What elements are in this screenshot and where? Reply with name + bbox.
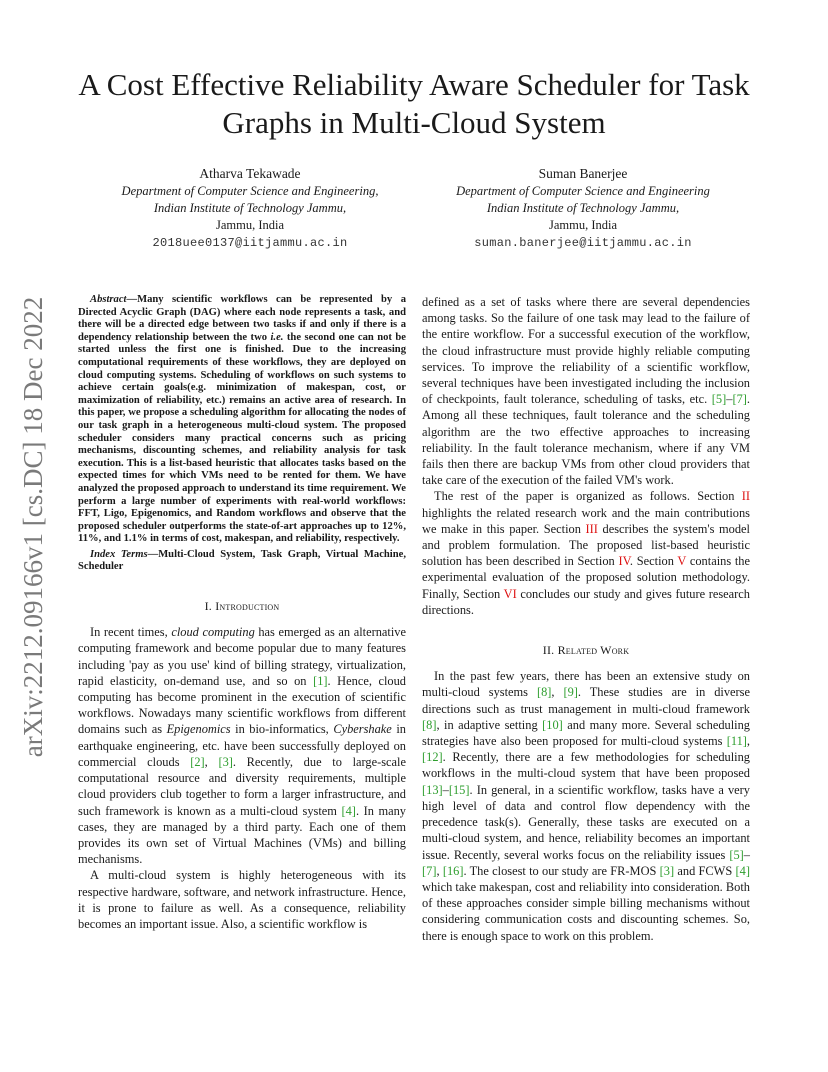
citation-link[interactable]: [5]	[729, 847, 744, 862]
author-email[interactable]: 2018uee0137@iitjammu.ac.in	[152, 236, 348, 250]
author-block	[418, 164, 748, 252]
author-location: Jammu, India	[215, 218, 285, 232]
arxiv-stamp: arXiv:2212.09166v1 [cs.DC] 18 Dec 2022	[18, 296, 48, 758]
index-terms-label: Index Terms	[90, 548, 148, 560]
paper-title: A Cost Effective Reliability Aware Scheduler for Task Graphs in Multi-Cloud System	[78, 67, 750, 140]
author-dept: Department of Computer Science and Engineering,	[121, 184, 379, 198]
citation-link[interactable]: [12]	[422, 750, 443, 765]
abstract: Abstract—Many scientific workflows can be represented by a Directed Acyclic Graph (DAG) where each node represents a task, and there will be a directed edge between two tasks if and only if there is a dependency relationship between the two i.e. the second one can not be started unless the first one is finished. Due to the increasing computational requirements of these workflows, they are deployed on cloud computing systems. Scheduling of workflows on such systems to achieve certain goals(e.g. minimization of makespan, cost, or maximization of reliability, etc.) remains an active area of research. In this paper, we propose a scheduling algorithm for allocating the nodes of our task graph in a heterogeneous multi-cloud system. The proposed scheduler considers many practical concerns such as pricing mechanisms, discounting schemes, and reliability analysis for task execution. This is a list-based heuristic that allocates tasks based on the expected times for which VMs need to be rented for them. We have analyzed the proposed approach to understand its time requirement. We perform a large number of experiments with real-world workflows: FFT, Ligo, Epigenomics, and Random workflows and observe that the proposed scheduler outperforms the state-of-art approaches up to 12%, 11%, and 1.1% in terms of cost, makespan, and reliability, respectively.	[78, 294, 406, 545]
citation-link[interactable]: [11]	[726, 734, 747, 749]
related-work-paragraph: In the past few years, there has been an extensive study on multi-cloud systems [8], [9]. These studies are in diverse directions such as trust management in multi-cloud framework [8], in adaptive setting [10] and many more. Several scheduling strategies have also been proposed for multi-cloud systems [11], [12]. Recently, there are a few methodologies for scheduling workflows in the multi-cloud system that have been proposed [13]–[15]. In general, in a scientific workflow, tasks have a very high level of data and control flow dependency with the precedence task(s). Generally, these tasks are executed on a multi-cloud system, and hence, reliability becomes an important issue. Recently, several works focus on the reliability issues [5]–[7], [16]. The closest to our study are FR-MOS [3] and FCWS [4] which take makespan, cost and reliability into consideration. Both of these approaches consider simple billing mechanisms without considering communication costs and discounting schemes. So, there is enough space to work on this problem.	[422, 669, 750, 943]
section-link[interactable]: IV	[618, 554, 630, 569]
intro-paragraph: defined as a set of tasks where there are several dependencies among tasks. So the failure of one task may lead to the failure of the entire workflow. For a successful execution of the workflow, the cloud infrastructure must provide highly reliable computing services. To improve the reliability of a scientific workflow, several techniques have been investigated including the inclusion of checkpoints, fault tolerance, scheduling of tasks, etc. [5]–[7]. Among all these techniques, fault tolerance and the scheduling algorithm are the two effective approaches to increasing reliability. In the fault tolerance mechanism, where if any VM fails then there are backup VMs from other cloud providers that take care of the execution of the failed VM's work.	[422, 295, 750, 488]
intro-paragraph: The rest of the paper is organized as follows. Section II highlights the related research work and the main contributions we make in this paper. Section III describes the system's model and problem formulation. The proposed list-based heuristic solution has been described in Section IV. Section V contains the experimental evaluation of the proposed solution methodology. Finally, Section VI concludes our study and gives future research directions.	[422, 489, 751, 617]
author-email[interactable]: suman.banerjee@iitjammu.ac.in	[474, 236, 692, 250]
author-dept: Department of Computer Science and Engineering	[456, 184, 710, 198]
intro-paragraph: A multi-cloud system is highly heterogeneous with its respective hardware, software, and network infrastructure. Hence, it is prone to failure as well. As a consequence, reliability becomes an important issue. Also, a scientific workflow is	[78, 868, 406, 931]
citation-link[interactable]: [1]	[313, 673, 328, 688]
citation-link[interactable]: [4]	[341, 803, 356, 818]
left-column	[78, 294, 406, 932]
citation-link[interactable]: [16]	[442, 863, 464, 878]
author-name: Suman Banerjee	[538, 166, 628, 181]
citation-link[interactable]: [4]	[735, 863, 750, 878]
citation-link[interactable]: [3]	[218, 754, 233, 769]
right-column	[422, 294, 750, 944]
abstract-label: Abstract	[90, 294, 127, 305]
citation-link[interactable]: [8]	[422, 717, 437, 732]
section-link[interactable]: V	[677, 554, 687, 569]
citation-link[interactable]: [7]	[732, 392, 747, 407]
citation-link[interactable]: [8]	[536, 685, 552, 700]
section-link[interactable]: VI	[503, 586, 517, 601]
citation-link[interactable]: [9]	[563, 685, 578, 700]
citation-link[interactable]: [3]	[659, 863, 675, 878]
author-location: Jammu, India	[548, 218, 618, 232]
citation-link[interactable]: [2]	[190, 754, 205, 769]
citation-link[interactable]: [13]	[422, 782, 443, 797]
author-name: Atharva Tekawade	[199, 166, 301, 181]
citation-link[interactable]: [15]	[448, 782, 470, 797]
author-inst: Indian Institute of Technology Jammu,	[486, 201, 680, 215]
author-inst: Indian Institute of Technology Jammu,	[153, 201, 347, 215]
author-block	[90, 164, 410, 252]
section-link[interactable]: II	[741, 489, 750, 504]
citation-link[interactable]: [10]	[542, 717, 563, 732]
citation-link[interactable]: [7]	[422, 863, 437, 878]
section-link[interactable]: III	[585, 521, 598, 536]
citation-link[interactable]: [5]	[711, 392, 727, 407]
section-heading-related-work: II. Related Work	[542, 643, 630, 658]
intro-paragraph: In recent times, cloud computing has emerged as an alternative computing framework and become popular due to many features including 'pay as you use' kind of billing strategy, virtualization, rapid elasticity, on-demand use, and so on [1]. Hence, cloud computing has become prominent in the execution of scientific workflows. Nowadays many scientific workflows from different domains such as Epigenomics in bio-informatics, Cybershake in earthquake engineering, etc. have been successfully deployed on commercial clouds [2], [3]. Recently, due to large-scale computational resource and diversity requirements, multiple cloud providers club together to form a larger infrastructure, and such framework is known as a multi-cloud system [4]. In many cases, they are managed by a third party. Each one of them provides its own set of Virtual Machines (VMs) and billing mechanisms.	[78, 625, 407, 867]
index-terms: Index Terms—Multi-Cloud System, Task Graph, Virtual Machine, Scheduler	[78, 548, 406, 573]
section-heading-introduction: I. Introduction	[204, 599, 280, 614]
